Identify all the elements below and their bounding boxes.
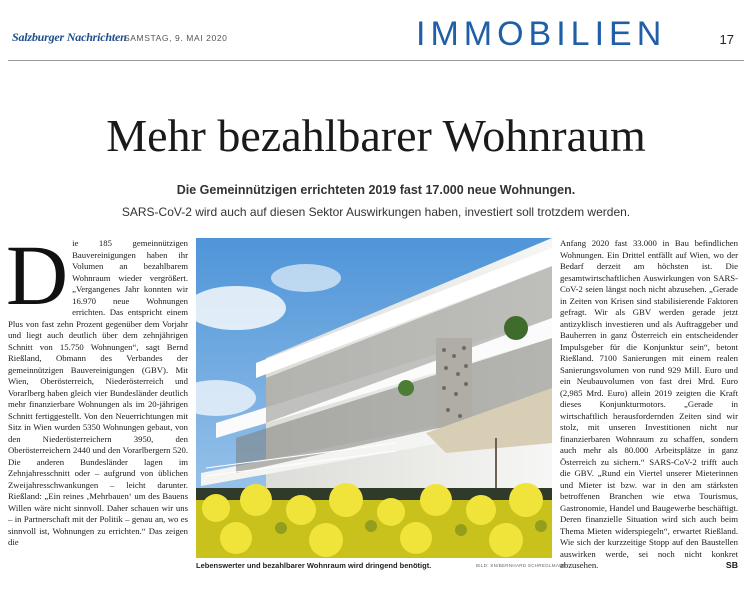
issue-date: SAMSTAG, 9. MAI 2020 [124, 33, 228, 43]
section-title: IMMOBILIEN [416, 15, 667, 53]
article-column-left [6, 227, 188, 568]
article-deck: SARS-CoV-2 wird auch auf diesen Sektor Auswirkungen haben, investiert soll trotzdem werden. [121, 205, 631, 219]
author-byline: SB [725, 560, 738, 570]
article-photo [196, 238, 552, 558]
article-column-right [560, 238, 738, 574]
photo-credit: BILD: SN/BERNHARD SCHREGLMANN [476, 563, 567, 568]
drop-cap: D [6, 227, 69, 323]
page-number: 17 [719, 32, 734, 47]
article-headline: Mehr bezahlbarer Wohnraum [106, 110, 646, 161]
left-column-text: ie 185 gemeinnützigen Bauvereinigungen haben ihr Volumen an bezahlbarem Wohnraum wieder vergrößert. „Vergangenes Jahr konnten wir 16.970 neue Wohnungen errichten. Das entspricht einem Plus von fast zehn Prozent gegenüber dem Vorjahr und liegt auch deutlich über dem zehnjährigen Schnitt von 15.750 Wohnungen“, sagt Bernd Rießland, Obmann des Verbandes der gemeinnützigen Bauvereinigungen (GBV). Mit Wien, Oberösterreich, Niederösterreich und Vorarlberg haben gleich vier Bundesländer deutlich mehr finanzierbare Wohnungen als im 20-jährigen Schnitt fertiggestellt. Von den Neuerrichtungen mit Sitz in Wien wurden 5350 Wohnungen gebaut, von den Niederösterreichern 3950, den Oberösterreichern 2440 und den Vorarlbergern 520. Die anderen Bundesländer lagen im Zehnjahresschnitt oder – aufgrund von üblichen Zweijahresschwankungen – leicht darunter. Rießland: „Ein reines ‚Mehrbauen‘ um des Bauens Willen wäre nicht sinnvoll. Daher schauen wir uns – in Partnerschaft mit der Politik – genau an, wo es sinnvoll ist, Wohnungen zu errichten.“ Das zeigen die [8, 238, 188, 547]
header-divider [8, 60, 744, 61]
newspaper-logo: Salzburger Nachrichten [12, 30, 127, 44]
article-subheadline: Die Gemeinnützigen errichteten 2019 fast 17.000 neue Wohnungen. [176, 183, 576, 197]
right-column-text: Anfang 2020 fast 33.000 in Bau befindlichen Wohnungen. Ein Drittel entfällt auf Wien, wo der Bedarf derzeit am höchsten ist. Die gesamtwirtschaftlichen Auswirkungen von SARS-CoV-2 seien längst noch nicht abzusehen. „Gerade in Zeiten von Krisen sind stabilisierende Faktoren gefragt. Wir als GBV werden gerade jetzt antizyklisch investieren und als Auftraggeber und Bauherren in ganz Österreich ein entscheidender Impulsgeber für die Konjunktur sein“, betont Rießland. 7100 Sanierungen mit einem realen Sanierungsvolumen von rund 929 Mill. Euro und ein Neubauvolumen von fast drei Mrd. Euro (2,985 Mrd. Euro) allein 2019 zeigten die Kraft dieses Konjunkturmotors. „Gerade in wirtschaftlich herausfordernden Zeiten sind wir stolz, mit unseren Investitionen nicht nur finanzierbaren Wohnraum zu schaffen, sondern auch mehr als 80.000 Arbeitsplätze in ganz Österreich zu sichern.“ SARS-CoV-2 trifft auch die GBV. „Rund ein Viertel unserer Mieterinnen und Mieter ist bzw. war in den am stärksten betroffenen Branchen wie etwa Tourismus, Gastronomie, Handel und Baugewerbe beschäftigt. Deren finanzielle Situation wird sich auch beim Thema Mieten widerspiegeln“, erwartet Rießland. Wie sich der kurzzeitige Stopp auf den Baustellen auswirken werde, sei noch nicht konkret abzusehen. [560, 238, 738, 570]
photo-caption: Lebenswerter und bezahlbarer Wohnraum wird dringend benötigt. [196, 561, 432, 570]
masthead [12, 12, 740, 56]
